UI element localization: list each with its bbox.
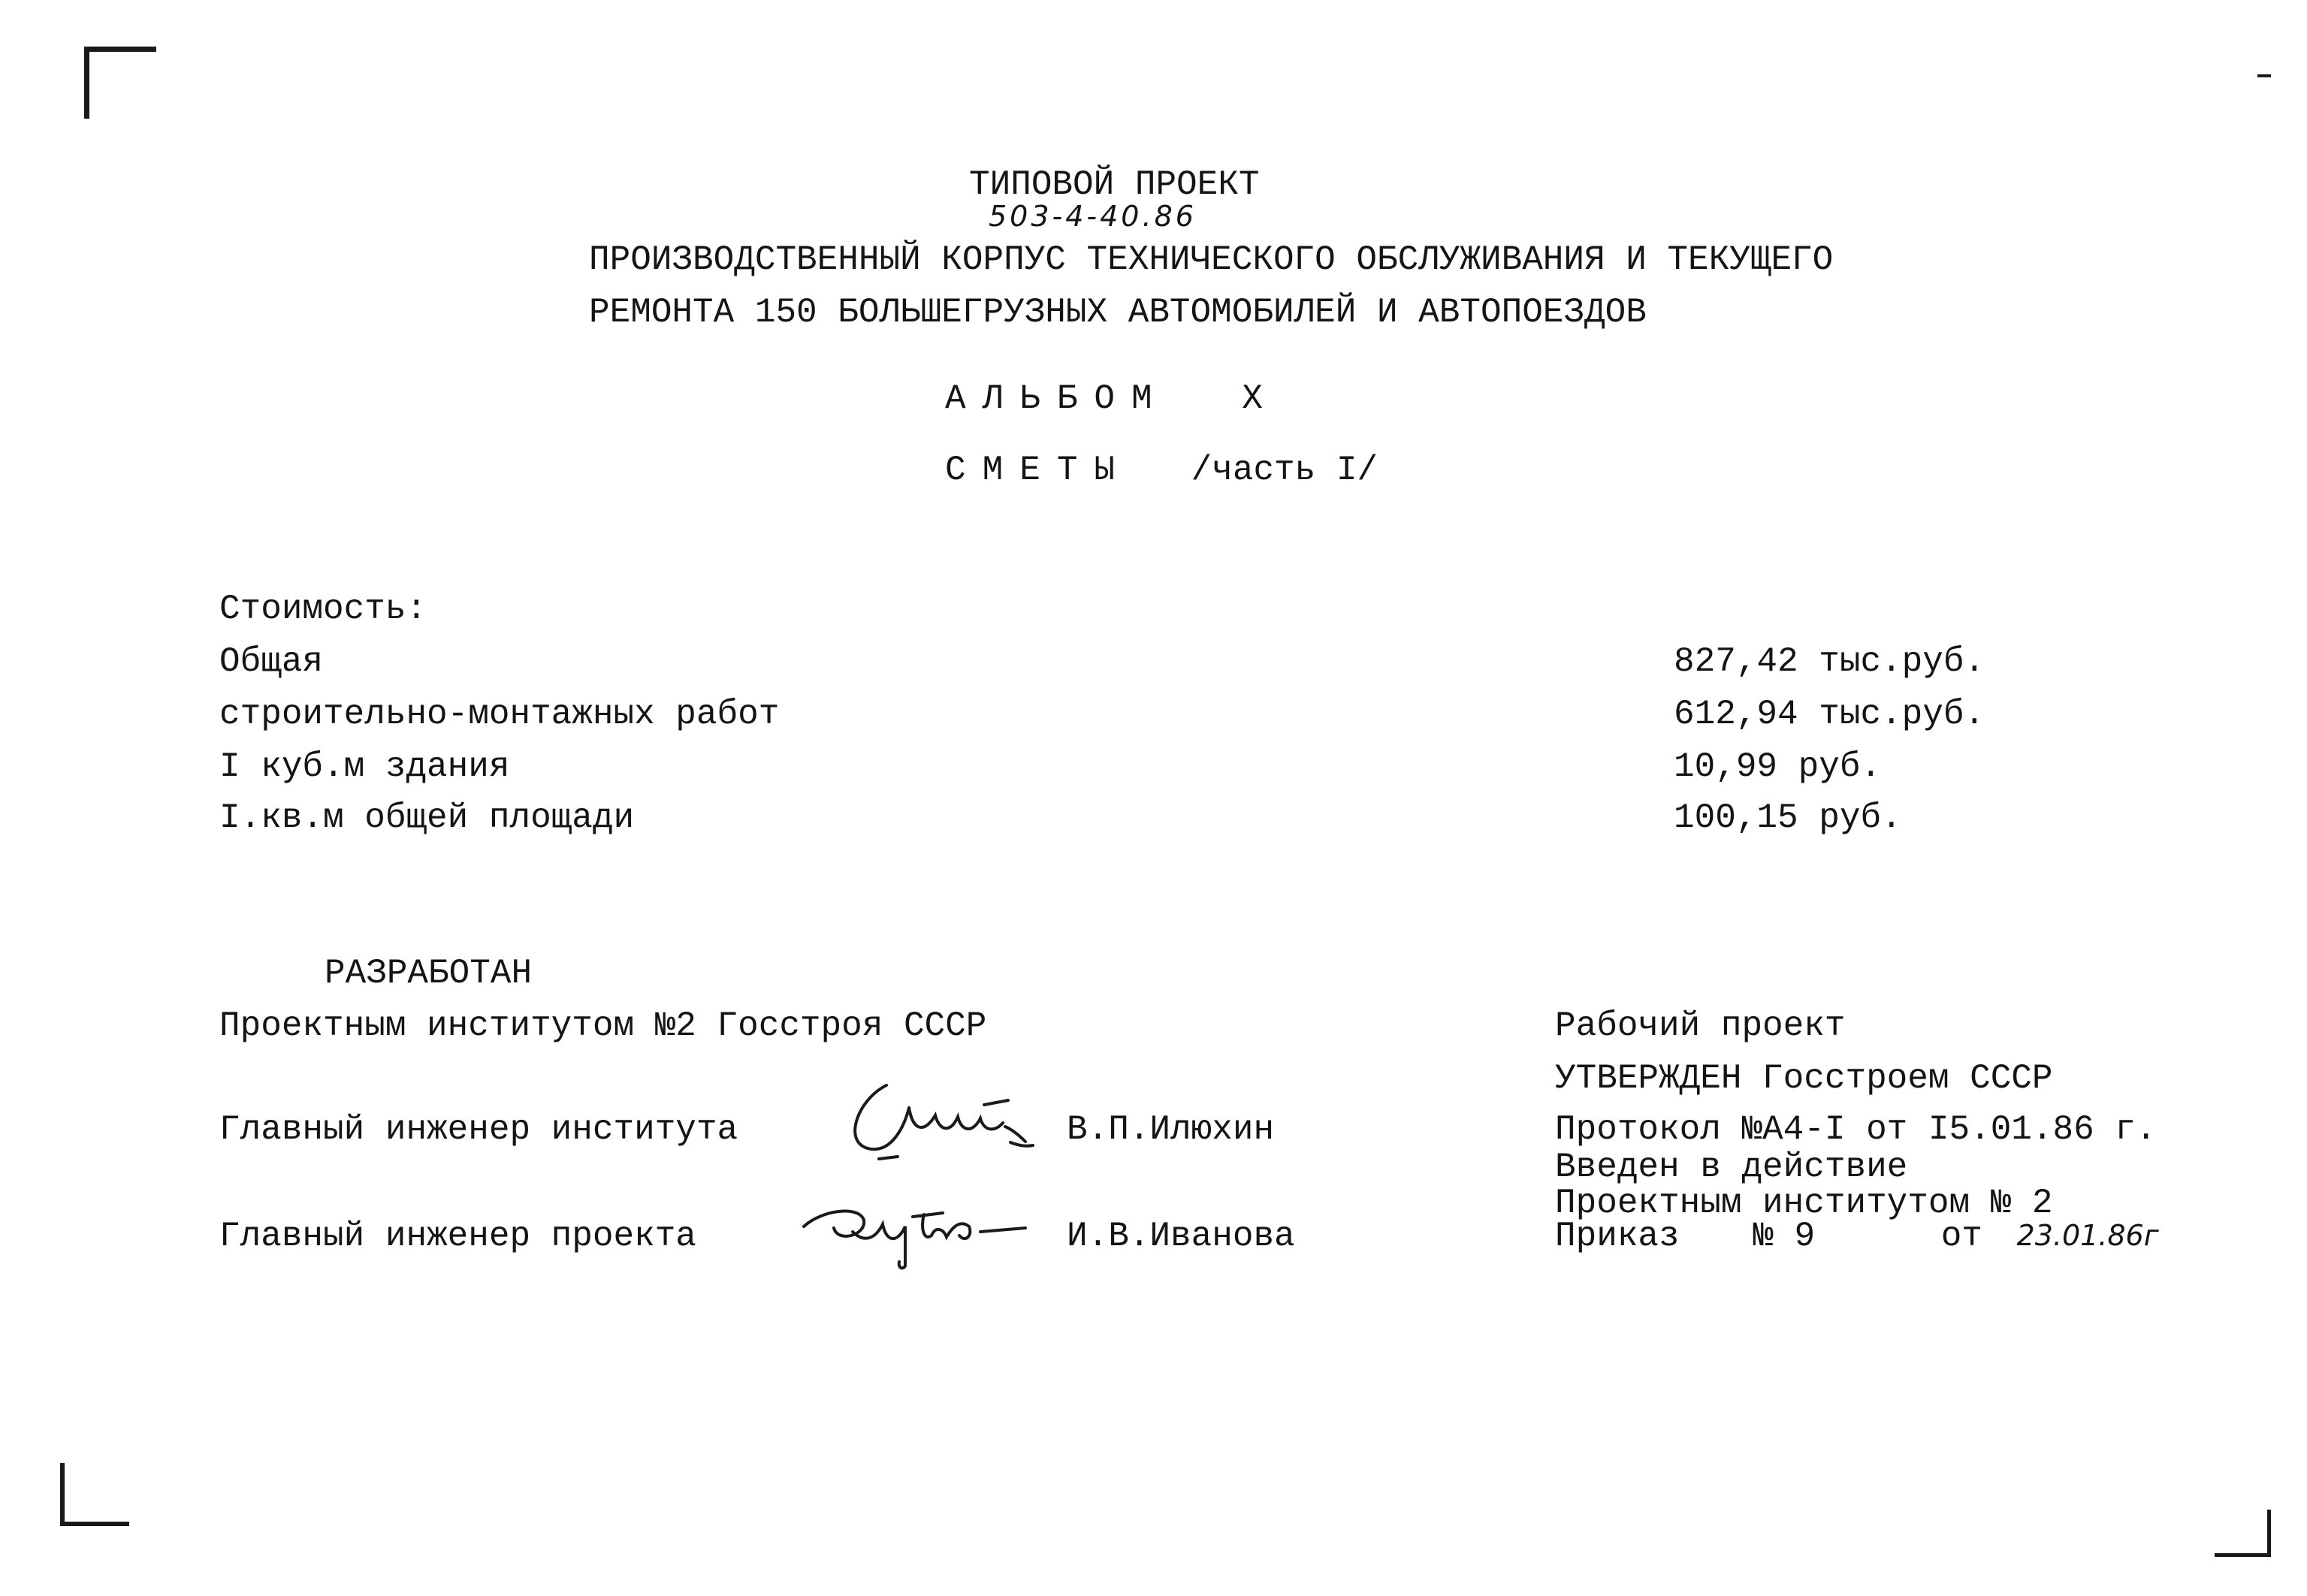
signatory-name: В.П.Илюхин (1067, 1110, 1275, 1149)
crop-mark-top-left-horizontal (84, 47, 156, 52)
cost-row-value: 100,15 руб. (1674, 798, 1902, 837)
volume-label: СМЕТЫ (945, 451, 1132, 490)
developer-institute: Проектным институтом №2 Госстроя СССР (219, 1006, 987, 1045)
signatory-role: Главный инженер института (219, 1110, 738, 1149)
order-from: от (1940, 1217, 1982, 1256)
cost-row-value: 612,94 тыс.руб. (1674, 695, 1985, 734)
crop-mark-bottom-right-vertical (2267, 1510, 2271, 1556)
approval-line: УТВЕРЖДЕН Госстроем СССР (1555, 1059, 2053, 1098)
approval-line: Проектным институтом № 2 (1555, 1184, 2053, 1223)
crop-mark-bottom-left-vertical (60, 1463, 65, 1526)
crop-mark-top-left-vertical (84, 47, 89, 119)
title-line-1: ПРОИЗВОДСТВЕННЫЙ КОРПУС ТЕХНИЧЕСКОГО ОБСЛУЖИВАНИЯ И ТЕКУЩЕГО (589, 240, 1834, 279)
cost-row-value: 10,99 руб. (1674, 747, 1882, 786)
cost-row-label: строительно-монтажных работ (219, 695, 780, 734)
order-number: № 9 (1753, 1217, 1816, 1256)
signatory-role: Главный инженер проекта (219, 1217, 696, 1256)
crop-mark-bottom-left-horizontal (60, 1522, 129, 1526)
cost-row-label: Общая (219, 642, 324, 681)
signatory-name: И.В.Иванова (1067, 1217, 1295, 1256)
approval-line: Введен в действие (1555, 1148, 1908, 1187)
project-number: 503-4-40.86 (989, 200, 1197, 233)
volume-part: /часть I/ (1191, 451, 1378, 490)
crop-mark-bottom-right-horizontal (2215, 1553, 2271, 1557)
signature-chief-engineer-institute (834, 1070, 1044, 1160)
developer-heading: РАЗРАБОТАН (325, 954, 533, 993)
cost-heading: Стоимость: (219, 590, 427, 629)
cost-row-label: I куб.м здания (219, 747, 510, 786)
approval-line: Рабочий проект (1555, 1006, 1846, 1045)
cost-row-value: 827,42 тыс.руб. (1674, 642, 1985, 681)
approval-protocol: Протокол №А4-I от I5.01.86 г. (1555, 1110, 2157, 1149)
album-label: АЛЬБОМ (945, 379, 1169, 418)
approval-order (1555, 1217, 2159, 1256)
album-title (945, 379, 1263, 418)
project-type-heading: ТИПОВОЙ ПРОЕКТ (969, 165, 1260, 204)
title-line-2: РЕМОНТА 150 БОЛЬШЕГРУЗНЫХ АВТОМОБИЛЕЙ И АВТОПОЕЗДОВ (589, 293, 1647, 332)
album-number: X (1242, 379, 1263, 418)
cost-row-label: I.кв.м общей площади (219, 798, 635, 837)
signature-chief-engineer-project (793, 1190, 1040, 1273)
order-label: Приказ (1555, 1217, 1680, 1256)
volume-title (945, 451, 1378, 490)
crop-mark-top-right (2257, 74, 2271, 77)
order-date: 23.01.86г (2016, 1219, 2159, 1252)
